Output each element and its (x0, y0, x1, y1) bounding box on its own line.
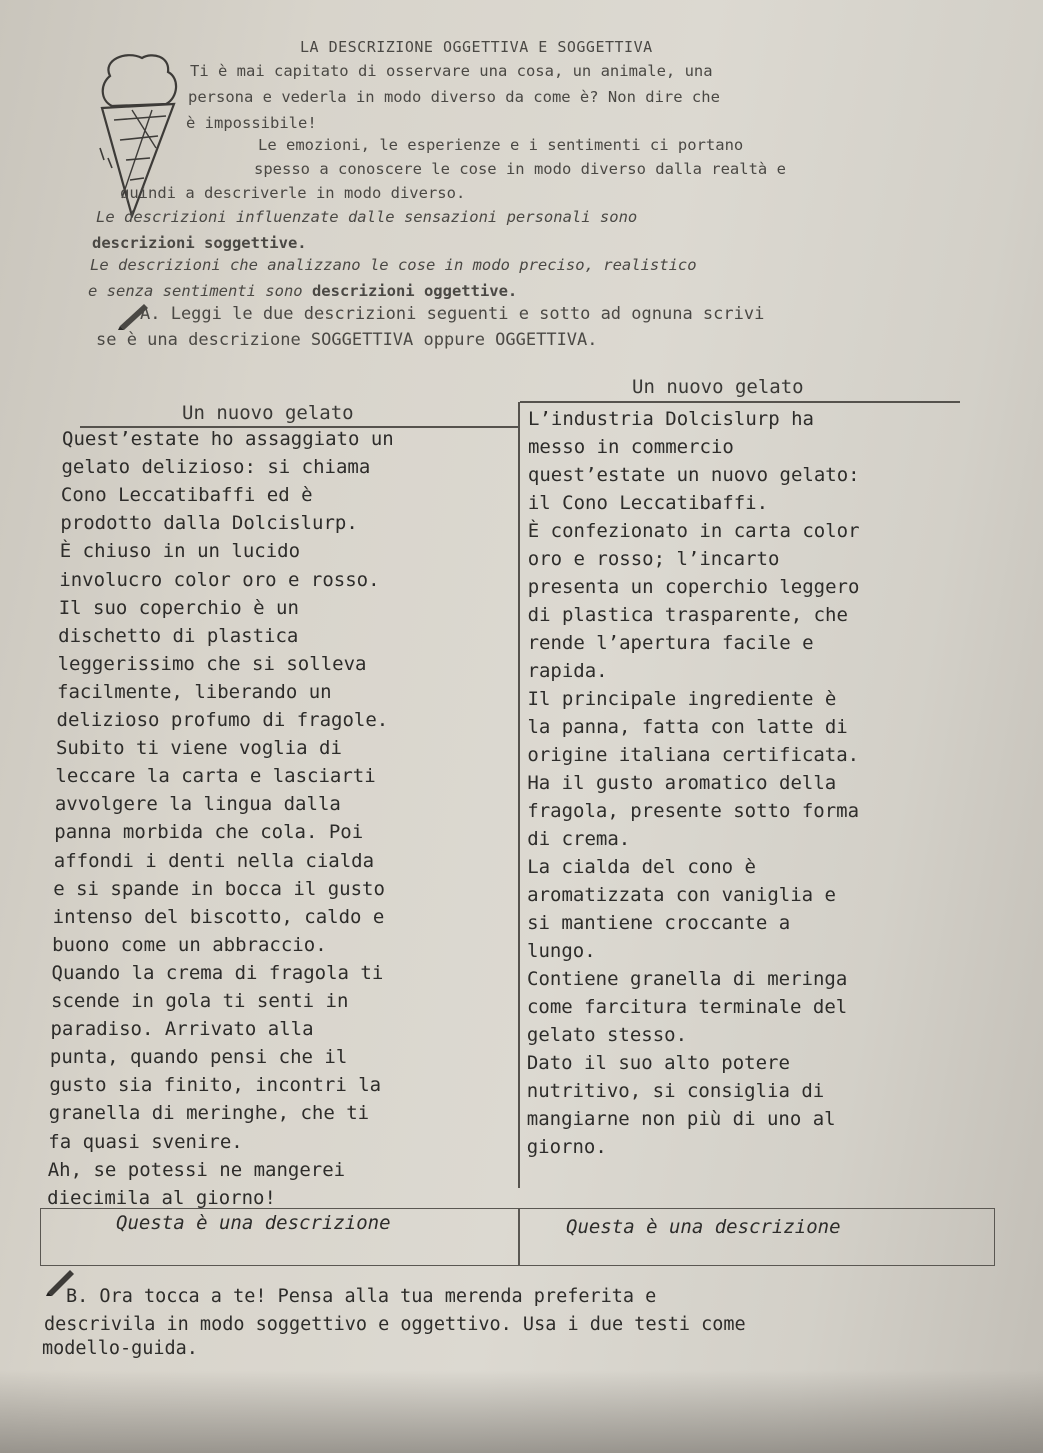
right-text-heading: Un nuovo gelato (632, 376, 804, 398)
column-divider (518, 402, 520, 1188)
text-line: rende l’apertura facile e (527, 632, 814, 654)
text-line: Cono Leccatibaffi ed è (60, 484, 313, 507)
definition-subjective: Le descrizioni influenzate dalle sensazioni personali sono (96, 208, 638, 226)
text-line: Ah, se potessi ne mangerei (47, 1158, 346, 1181)
text-line: Quest’estate ho assaggiato un (62, 428, 394, 450)
text-line: facilmente, liberando un (57, 680, 332, 703)
text-line: Dato il suo alto potere (526, 1052, 790, 1074)
text-line: punta, quando pensi che il (49, 1046, 348, 1069)
text-line: granella di meringhe, che ti (48, 1102, 370, 1125)
page-shadow (0, 1370, 1043, 1453)
text-line: panna morbida che cola. Poi (54, 821, 364, 844)
text-line: avvolgere la lingua dalla (54, 793, 341, 816)
text-line: diecimila al giorno! (47, 1186, 276, 1209)
text-line: L’industria Dolcislurp ha (528, 408, 814, 430)
definition-objective-prefix: e senza sentimenti sono (88, 282, 312, 300)
text-line: La cialda del cono è (527, 856, 756, 878)
text-line: come farcitura terminale del (526, 996, 848, 1018)
text-line: presenta un coperchio leggero (527, 576, 860, 598)
exercise-b-instruction: B. Ora tocca a te! Pensa alla tua merenda preferita e (66, 1286, 657, 1307)
left-text-heading: Un nuovo gelato (182, 402, 354, 424)
text-line: Subito ti viene voglia di (55, 737, 342, 760)
exercise-b-instruction: modello-guida. (42, 1338, 198, 1359)
text-line: gelato delizioso: si chiama (61, 456, 371, 479)
text-line: dischetto di plastica (58, 624, 299, 647)
text-line: È chiuso in un lucido (59, 540, 301, 563)
text-line: il Cono Leccatibaffi. (527, 492, 769, 514)
intro-line: quindi a descriverle in modo diverso. (120, 184, 466, 202)
text-line: messo in commercio (527, 436, 734, 458)
text-line: fragola, presente sotto forma (527, 800, 860, 822)
text-line: la panna, fatta con latte di (527, 716, 848, 738)
answer-label-left: Questa è una descrizione (116, 1212, 391, 1234)
text-line: aromatizzata con vaniglia e (527, 884, 836, 906)
text-line: Contiene granella di meringa (527, 968, 848, 990)
text-line: di plastica trasparente, che (527, 604, 848, 626)
text-line: rapida. (527, 660, 608, 682)
text-line: delizioso profumo di fragole. (56, 709, 389, 731)
text-line: paradiso. Arrivato alla (50, 1018, 314, 1041)
text-line: si mantiene croccante a (527, 912, 791, 934)
definition-objective: Le descrizioni che analizzano le cose in modo preciso, realistico (90, 256, 697, 274)
intro-line: Ti è mai capitato di osservare una cosa, un animale, una (190, 62, 713, 80)
term-subjective: descrizioni soggettive. (92, 234, 307, 252)
text-line: prodotto dalla Dolcislurp. (60, 512, 358, 535)
text-line: nutritivo, si consiglia di (526, 1080, 825, 1102)
text-line: involucro color oro e rosso. (59, 568, 380, 591)
intro-line: spesso a conoscere le cose in modo diverso dalla realtà e (254, 160, 786, 178)
text-line: lungo. (527, 940, 596, 962)
text-line: Il principale ingrediente è (527, 688, 837, 710)
table-top-rule-right (520, 401, 960, 403)
text-line: affondi i denti nella cialda (53, 849, 375, 872)
text-line: origine italiana certificata. (527, 744, 860, 766)
intro-line: Le emozioni, le esperienze e i sentimenti ci portano (258, 136, 744, 154)
text-line: mangiarne non più di uno al (526, 1108, 836, 1130)
text-line: leggerissimo che si solleva (57, 652, 367, 675)
intro-line: persona e vederla in modo diverso da come è? Non dire che (188, 88, 720, 106)
text-line: fa quasi svenire. (48, 1130, 243, 1153)
intro-line: è impossibile! (186, 114, 317, 132)
definition-objective-end (88, 284, 517, 300)
text-line: È confezionato in carta color (527, 520, 860, 542)
text-line: scende in gola ti senti in (51, 990, 349, 1012)
text-line: Ha il gusto aromatico della (527, 772, 837, 794)
text-line: e si spande in bocca il gusto (53, 877, 385, 900)
text-line: leccare la carta e lasciarti (55, 765, 376, 788)
text-line: oro e rosso; l’incarto (527, 548, 780, 570)
page-title: LA DESCRIZIONE OGGETTIVA E SOGGETTIVA (300, 38, 653, 56)
text-line: Il suo coperchio è un (58, 596, 299, 619)
exercise-b-instruction: descrivila in modo soggettivo e oggettivo. Usa i due testi come (44, 1314, 746, 1335)
text-line: buono come un abbraccio. (52, 933, 327, 956)
text-line: quest’estate un nuovo gelato: (527, 464, 860, 486)
exercise-a-instruction: A. Leggi le due descrizioni seguenti e sotto ad ognuna scrivi (140, 304, 765, 324)
exercise-a-instruction: se è una descrizione SOGGETTIVA oppure OGGETTIVA. (96, 330, 598, 350)
text-line: di crema. (527, 828, 631, 850)
text-line: giorno. (526, 1136, 607, 1158)
text-line: gelato stesso. (526, 1024, 688, 1046)
text-line: intenso del biscotto, caldo e (52, 905, 385, 928)
text-line: gusto sia finito, incontri la (49, 1074, 382, 1097)
term-objective: descrizioni oggettive. (311, 282, 518, 300)
text-line: Quando la crema di fragola ti (51, 961, 384, 984)
answer-label-right: Questa è una descrizione (566, 1216, 841, 1238)
